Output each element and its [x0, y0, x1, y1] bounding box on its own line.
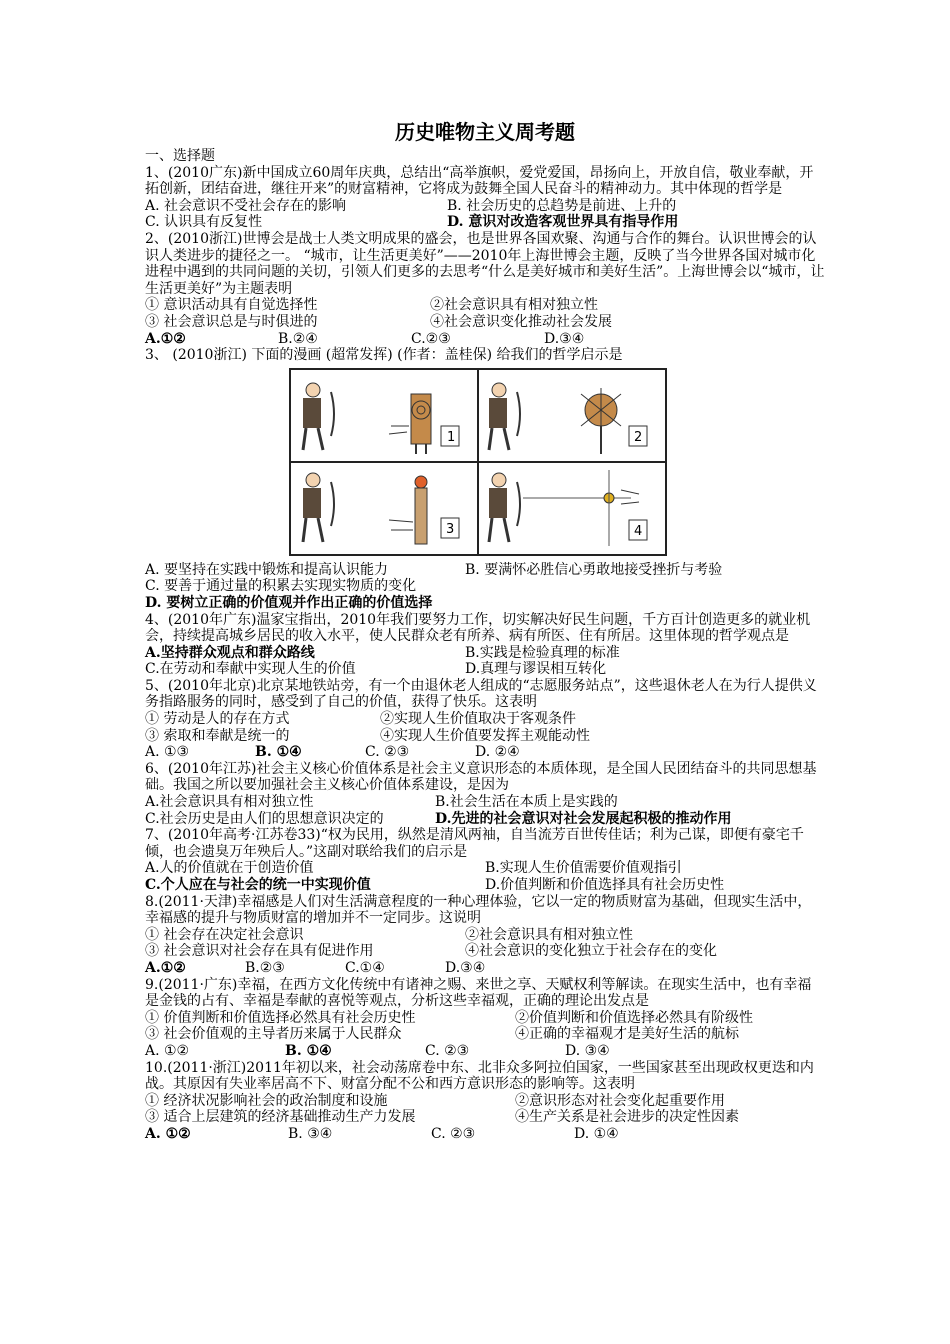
q10-statement-1: ① 经济状况影响社会的政治制度和设施: [145, 1092, 388, 1109]
question-1-stem: 1、(2010广东)新中国成立60周年庆典，总结出“高举旗帜，爱党爱国，昂扬向上，开放自信，敬业奉献，开拓创新，团结奋进，继往开来”的财富精神，它将成为鼓舞全国人民奋斗的精神动力。其中体现的哲学是: [145, 164, 814, 198]
panel-number-3: 3: [446, 521, 455, 537]
q2-option-d[interactable]: D.③④: [544, 330, 585, 347]
comic-panel-1: [303, 383, 459, 454]
q6-option-c[interactable]: C.社会历史是由人们的思想意识决定的: [145, 810, 384, 827]
q10-statement-2: ②意识形态对社会变化起重要作用: [515, 1092, 725, 1109]
q6-option-a[interactable]: A.社会意识具有相对独立性: [145, 794, 314, 811]
q4-option-c[interactable]: C.在劳动和奉献中实现人生的价值: [145, 661, 356, 678]
question-7-options-cd: [145, 877, 825, 894]
question-1-options-cd: [145, 214, 825, 231]
q5-statement-1: ① 劳动是人的存在方式: [145, 711, 290, 728]
comic-panel-4: [489, 470, 647, 546]
q9-option-c[interactable]: C. ②③: [425, 1042, 470, 1059]
question-6-options-ab: [145, 794, 825, 811]
question-10-statements-12: [145, 1093, 825, 1110]
question-4-options-cd: [145, 661, 825, 678]
q8-option-a-answer[interactable]: A.①②: [145, 959, 186, 976]
q5-statement-4: ④实现人生价值要发挥主观能动性: [380, 727, 590, 744]
question-2-choices: [145, 331, 825, 348]
question-5-stem: 5、(2010年北京)北京某地铁站旁，有一个由退休老人组成的“志愿服务站点”，这些退休老人在为行人提供义务指路服务的同时，感受到了自己的价值，获得了快乐。这表明: [145, 677, 817, 711]
q4-option-d[interactable]: D.真理与谬误相互转化: [465, 661, 607, 678]
q2-option-a-answer[interactable]: A.①②: [145, 330, 186, 347]
panel-number-4: 4: [634, 523, 643, 539]
q3-option-b[interactable]: B. 要满怀必胜信心勇敢地接受挫折与考验: [465, 561, 723, 578]
question-5-choices: [145, 744, 825, 761]
comic-strip-image: [289, 368, 667, 556]
question-9-stem: 9.(2011·广东)幸福，在西方文化传统中有诸神之赐、来世之享、天赋权利等解读。在现实生活中，也有幸福是金钱的占有、幸福是奉献的喜悦等观点，分析这些幸福观，正确的理论出发点是: [145, 976, 812, 1010]
q9-statement-3: ③ 社会价值观的主导者历来属于人民群众: [145, 1026, 402, 1043]
q5-option-b-answer[interactable]: B. ①④: [255, 744, 302, 761]
q10-statement-3: ③ 适合上层建筑的经济基础推动生产力发展: [145, 1109, 416, 1126]
q10-option-c[interactable]: C. ②③: [431, 1125, 476, 1142]
q1-option-d-answer[interactable]: D. 意识对改造客观世界具有指导作用: [447, 214, 679, 231]
q8-option-c[interactable]: C.①④: [345, 959, 385, 976]
q2-statement-1: ① 意识活动具有自觉选择性: [145, 297, 318, 314]
q8-option-b[interactable]: B.②③: [245, 959, 285, 976]
q9-statement-2: ②价值判断和价值选择必然具有阶级性: [515, 1009, 753, 1026]
q2-option-c[interactable]: C.②③: [411, 330, 451, 347]
q5-statement-3: ③ 索取和奉献是统一的: [145, 727, 290, 744]
q9-option-a[interactable]: A. ①②: [145, 1042, 190, 1059]
question-9-choices: [145, 1043, 825, 1060]
q10-option-a-answer[interactable]: A. ①②: [145, 1125, 191, 1142]
q3-option-a[interactable]: A. 要坚持在实践中锻炼和提高认识能力: [145, 561, 389, 578]
q6-option-d-answer[interactable]: D.先进的社会意识对社会发展起积极的推动作用: [435, 810, 732, 827]
q10-option-b[interactable]: B. ③④: [288, 1125, 333, 1142]
q7-option-c-answer[interactable]: C.个人应在与社会的统一中实现价值: [145, 877, 371, 893]
question-8-choices: [145, 960, 825, 977]
question-2-statements-12: [145, 297, 825, 314]
q1-option-b[interactable]: B. 社会历史的总趋势是前进、上升的: [447, 197, 677, 214]
q6-option-b[interactable]: B.社会生活在本质上是实践的: [435, 794, 618, 811]
q9-statement-4: ④正确的幸福观才是美好生活的航标: [515, 1026, 739, 1043]
q2-statement-3: ③ 社会意识总是与时俱进的: [145, 313, 318, 330]
q8-option-d[interactable]: D.③④: [445, 959, 486, 976]
question-3-stem: 3、 (2010浙江) 下面的漫画 (超常发挥) (作者：盖桂保) 给我们的哲学启示是: [145, 347, 623, 364]
question-8-stem: 8.(2011·天津)幸福感是人们对生活满意程度的一种心理体验，它以一定的物质财富为基础，但现实生活中，幸福感的提升与物质财富的增加并不一定同步。这说明: [145, 893, 812, 927]
q2-statement-2: ②社会意识具有相对独立性: [430, 297, 598, 314]
question-2-stem: 2、(2010浙江)世博会是战士人类文明成果的盛会，也是世界各国欢聚、沟通与合作的舞台。认识世博会的认识人类进步的捷径之一。 “城市，让生活更美好”——2010年上海世博会主题，反映了当今世界各国对城市化进程中遇到的共同问题的关切，引领人们更多的去思考“什么是美好城市和美好生活”。上海世博会以“城市，让生活更美好”为主题表明: [145, 230, 825, 297]
question-2-statements-34: [145, 314, 825, 331]
q9-option-b-answer[interactable]: B. ①④: [285, 1042, 332, 1059]
q7-option-d[interactable]: D.价值判断和价值选择具有社会历史性: [485, 877, 725, 893]
question-10-stem: 10.(2011·浙江)2011年初以来，社会动荡席卷中东、北非众多阿拉伯国家，一些国家甚至出现政权更迭和内战。其原因有失业率居高不下、财富分配不公和西方意识形态的影响等。这表明: [145, 1059, 814, 1093]
question-10-choices: [145, 1126, 825, 1143]
exam-page: [145, 118, 825, 1143]
question-3-options-ab: [145, 562, 825, 579]
q3-option-c[interactable]: C. 要善于通过量的积累去实现实物质的变化: [145, 578, 417, 595]
q9-statement-1: ① 价值判断和价值选择必然具有社会历史性: [145, 1009, 416, 1026]
question-8-statements-12: [145, 927, 825, 944]
q2-option-b[interactable]: B.②④: [278, 330, 318, 347]
question-5-statements-34: [145, 728, 825, 745]
q7-option-a[interactable]: A.人的价值就在于创造价值: [145, 860, 314, 877]
question-9-statements-12: [145, 1010, 825, 1027]
q3-option-d-answer[interactable]: D. 要树立正确的价值观并作出正确的价值选择: [145, 594, 433, 611]
question-6-stem: 6、(2010年江苏)社会主义核心价值体系是社会主义意识形态的本质体现，是全国人民团结奋斗的共同思想基础。我国之所以要加强社会主义核心价值体系建设，是因为: [145, 760, 817, 794]
q1-option-c[interactable]: C. 认识具有反复性: [145, 214, 263, 231]
question-6-options-cd: [145, 811, 825, 828]
q1-option-a[interactable]: A. 社会意识不受社会存在的影响: [145, 197, 347, 214]
panel-number-2: 2: [634, 429, 643, 445]
q4-option-b[interactable]: B.实践是检验真理的标准: [465, 644, 620, 661]
question-5-statements-12: [145, 711, 825, 728]
comic-illustration: [291, 370, 665, 554]
q5-option-c[interactable]: C. ②③: [365, 744, 410, 761]
question-8-statements-34: [145, 943, 825, 960]
q10-option-d[interactable]: D. ①④: [574, 1125, 619, 1142]
question-4-stem: 4、(2010年广东)温家宝指出，2010年我们要努力工作，切实解决好民生问题，千方百计创造更多的就业机会，持续提高城乡居民的收入水平，使人民群众老有所养、病有所医、住有所居。这里体现的哲学观点是: [145, 611, 811, 645]
question-4-options-ab: [145, 645, 825, 662]
q8-statement-3: ③ 社会意识对社会存在具有促进作用: [145, 943, 374, 960]
comic-panel-2: [489, 383, 647, 454]
q8-statement-4: ④社会意识的变化独立于社会存在的变化: [465, 943, 717, 960]
question-7-stem: 7、(2010年高考·江苏卷33)“权为民用，纵然是清风两袖，自当流芳百世传佳话；利为己谋，即便有豪宅千倾，也会遗臭万年殃后人。”这副对联给我们的启示是: [145, 827, 804, 860]
panel-number-1: 1: [447, 429, 456, 445]
question-10-statements-34: [145, 1109, 825, 1126]
question-1-options-ab: [145, 198, 825, 215]
q10-statement-4: ④生产关系是社会进步的决定性因素: [515, 1109, 739, 1126]
q2-statement-4: ④社会意识变化推动社会发展: [430, 313, 612, 330]
q4-option-a-answer[interactable]: A.坚持群众观点和群众路线: [145, 644, 315, 661]
question-9-statements-34: [145, 1026, 825, 1043]
question-7-options-ab: [145, 860, 825, 877]
q5-option-a[interactable]: A. ①③: [145, 744, 190, 761]
q5-statement-2: ②实现人生价值取决于客观条件: [380, 711, 576, 728]
page-title: 历史唯物主义周考题: [395, 120, 575, 144]
q9-option-d[interactable]: D. ③④: [565, 1042, 610, 1059]
q5-option-d[interactable]: D. ②④: [475, 744, 520, 761]
q7-option-b[interactable]: B.实现人生价值需要价值观指引: [485, 860, 682, 877]
comic-panel-3: [303, 473, 459, 544]
q8-statement-2: ②社会意识具有相对独立性: [465, 926, 633, 943]
q8-statement-1: ① 社会存在决定社会意识: [145, 926, 304, 943]
section-heading: 一、选择题: [145, 148, 215, 164]
